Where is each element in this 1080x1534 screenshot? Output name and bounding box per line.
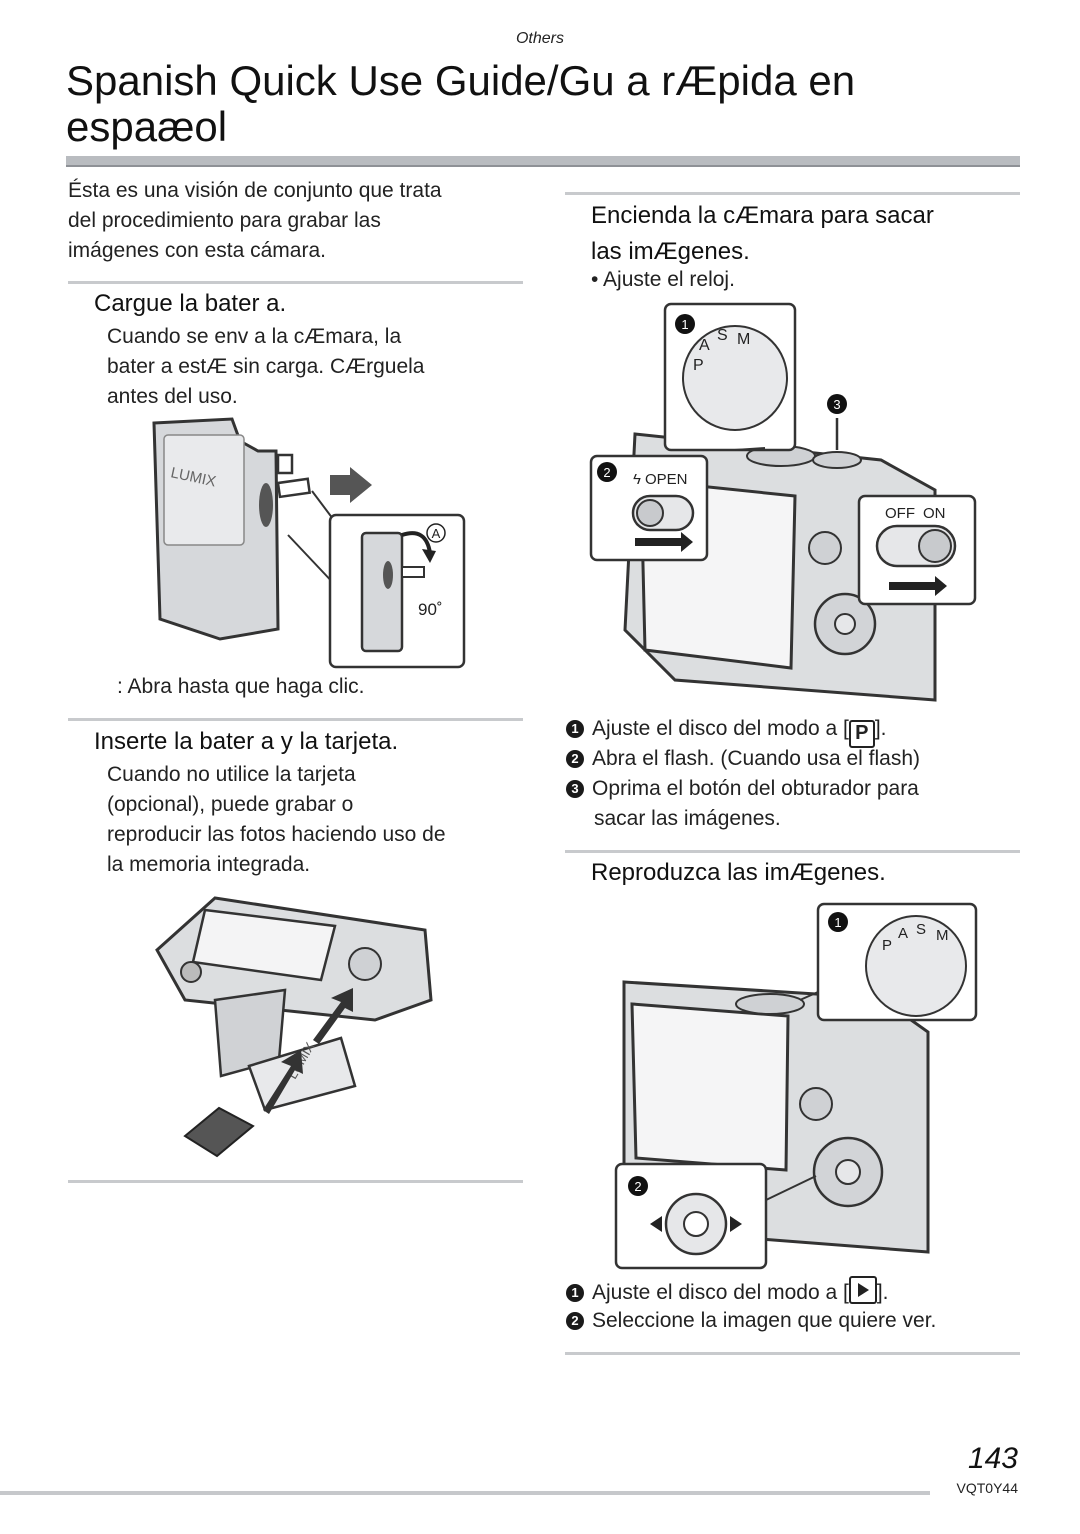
plug-prong-icon xyxy=(278,479,310,497)
mode-p-icon: P xyxy=(849,720,875,748)
clock-bullet: • Ajuste el reloj. xyxy=(591,268,735,291)
intro-line: Ésta es una visión de conjunto que trata xyxy=(68,179,442,202)
body-line: reproducir las fotos haciendo uso de xyxy=(107,823,446,846)
callout-1-label: 1 xyxy=(681,317,689,332)
section-label: Others xyxy=(515,30,564,47)
step-insert-heading: Inserte la bater a y la tarjeta. xyxy=(94,728,399,755)
section-divider xyxy=(68,281,523,284)
off-label: OFF xyxy=(885,505,915,522)
section-divider xyxy=(68,718,523,721)
dial-mode-a: A xyxy=(898,925,909,942)
open-label: OPEN xyxy=(645,471,688,488)
plug-prong-icon xyxy=(402,567,424,577)
body-line: bater a estÆ sin carga. CÆrguela xyxy=(107,355,425,378)
footer-code: VQT0Y44 xyxy=(956,1480,1018,1496)
body-line: Cuando se env a la cÆmara, la xyxy=(107,325,402,348)
angle-label: 90˚ xyxy=(418,600,443,619)
callout-1-label: 1 xyxy=(834,915,842,930)
play-step-2 xyxy=(566,1306,1026,1336)
title-divider xyxy=(66,156,1020,167)
heading-line: Encienda la cÆmara para sacar xyxy=(591,202,934,229)
memory-card xyxy=(185,1108,253,1156)
set-button xyxy=(835,614,855,634)
dial-mode-s: S xyxy=(717,327,728,344)
cursor-pad xyxy=(349,948,381,980)
body-line: antes del uso. xyxy=(107,385,238,408)
battery-slot xyxy=(164,435,244,545)
shoot-step-1 xyxy=(566,714,1026,748)
camera-screen xyxy=(632,1004,788,1170)
charger-button xyxy=(383,561,393,589)
step-text: Seleccione la imagen que quiere ver. xyxy=(592,1309,937,1332)
intro-line: imágenes con esta cámara. xyxy=(68,239,326,262)
camera-play-illustration xyxy=(610,900,990,1272)
dial-mode-p: P xyxy=(882,937,893,954)
zoom-button xyxy=(800,1088,832,1120)
step-text: Abra el flash. (Cuando usa el flash) xyxy=(592,747,921,770)
set-button xyxy=(836,1160,860,1184)
step-play-heading: Reproduzca las imÆgenes. xyxy=(591,859,886,886)
mode-dial xyxy=(736,994,804,1014)
step-number: 2 xyxy=(566,1312,584,1330)
step-shoot-heading xyxy=(591,200,1021,268)
callout-2-label: 2 xyxy=(603,465,611,480)
shoot-step-3 xyxy=(566,774,1026,804)
section-divider xyxy=(565,192,1020,195)
step-charge-body xyxy=(107,322,527,412)
callout-3-label: 3 xyxy=(833,397,841,412)
step-text: Ajuste el disco del modo a [ xyxy=(592,717,849,740)
page-title: Spanish Quick Use Guide/Gu a rÆpida en espaæol xyxy=(66,57,856,150)
step-number: 3 xyxy=(566,780,584,798)
dial-mode-a: A xyxy=(699,337,710,354)
callout-2-label: 2 xyxy=(634,1179,642,1194)
body-line: la memoria integrada. xyxy=(107,853,311,876)
power-switch-knob xyxy=(919,530,951,562)
arrow-right-icon xyxy=(330,467,372,503)
zoom-button xyxy=(809,532,841,564)
step-text-end: ]. xyxy=(876,1281,889,1304)
camera-shoot-illustration xyxy=(585,300,985,710)
shoot-step-3-cont: sacar las imágenes. xyxy=(594,807,781,830)
step-text: Ajuste el disco del modo a [ xyxy=(592,1281,849,1304)
flash-switch-knob xyxy=(637,500,663,526)
shutter-button xyxy=(813,452,861,468)
step-charge-heading: Cargue la bater a. xyxy=(94,290,287,317)
set-button-detail xyxy=(684,1212,708,1236)
heading-line: las imÆgenes. xyxy=(591,238,750,265)
dial-mode-p: P xyxy=(693,357,704,374)
charger-illustration xyxy=(140,415,480,675)
footer-divider xyxy=(0,1491,930,1495)
step-text: Oprima el botón del obturador para xyxy=(592,777,919,800)
section-divider xyxy=(565,850,1020,853)
charge-caption: : Abra hasta que haga clic. xyxy=(117,675,365,698)
step-insert-body xyxy=(107,760,527,880)
battery-insert-illustration xyxy=(145,890,445,1170)
section-divider xyxy=(565,1352,1020,1355)
charger-side xyxy=(362,533,402,651)
dial-mode-m: M xyxy=(936,927,949,944)
page-number: 143 xyxy=(967,1442,1018,1475)
step-number: 2 xyxy=(566,750,584,768)
flash-icon: ϟ xyxy=(633,471,641,488)
body-line: Cuando no utilice la tarjeta xyxy=(107,763,356,786)
dial-mode-m: M xyxy=(737,331,751,348)
strap-ring xyxy=(181,962,201,982)
section-divider xyxy=(68,1180,523,1183)
charger-brand: LUMIX xyxy=(169,464,218,491)
shoot-step-2 xyxy=(566,744,1026,774)
step-text-end: ]. xyxy=(874,717,887,740)
intro-line: del procedimiento para grabar las xyxy=(68,209,381,232)
on-label: ON xyxy=(923,505,946,522)
charger-button xyxy=(259,483,273,527)
marker-a-label: A xyxy=(431,526,441,541)
body-line: (opcional), puede grabar o xyxy=(107,793,354,816)
step-number: 1 xyxy=(566,720,584,738)
play-icon xyxy=(849,1276,877,1304)
step-number: 1 xyxy=(566,1284,584,1302)
intro-text xyxy=(68,176,528,266)
dial-mode-s: S xyxy=(916,921,927,938)
plug-prong-icon xyxy=(278,455,292,473)
play-step-1 xyxy=(566,1276,1026,1308)
